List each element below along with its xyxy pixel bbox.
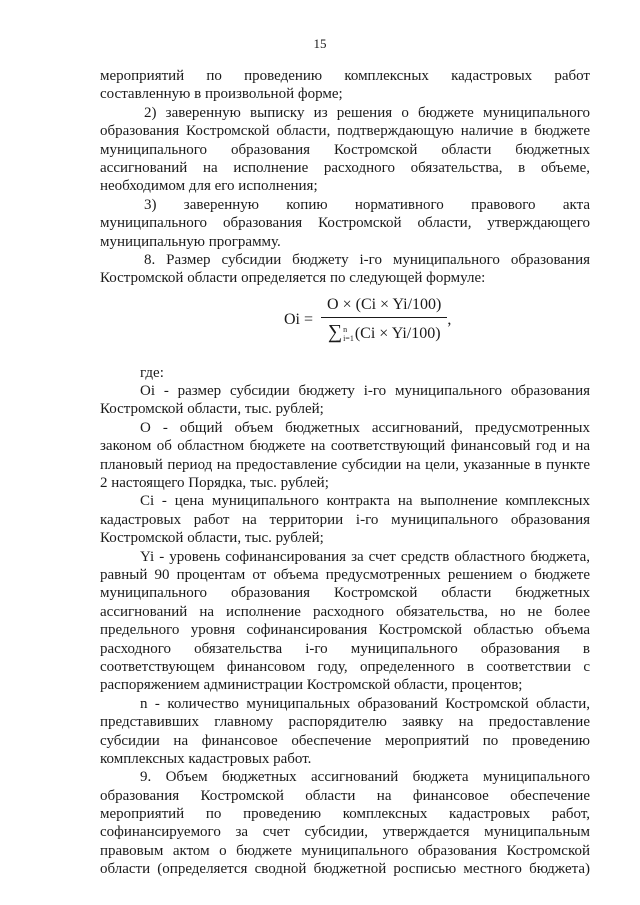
text-line: где:: [140, 364, 164, 381]
sum-limits: [343, 325, 354, 343]
text-line: образования Костромской области, подтверждающую наличие в бюджете: [100, 123, 590, 140]
text-line: Костромской области определяется по следующей формуле:: [100, 270, 486, 287]
document-body: [100, 67, 590, 879]
formula-lhs: Oi =: [284, 310, 314, 328]
formula-denominator: [322, 318, 447, 344]
text-line: предельного уровня софинансирования Костромской областью объема: [100, 622, 590, 639]
text-line: представивших главному распорядителю заявку на предоставление: [100, 714, 590, 731]
text-line: муниципальную программу.: [100, 233, 281, 250]
text-line: муниципального образования Костромской области бюджетных: [100, 141, 590, 158]
text-line: необходимом для его исполнения;: [100, 178, 318, 195]
text-line: Ci - цена муниципального контракта на выполнение комплексных: [140, 493, 590, 510]
text-line: субсидии на финансовое обеспечение мероприятий по проведению: [100, 732, 590, 749]
text-line: составленную в произвольной форме;: [100, 86, 343, 103]
text-line: муниципального образования Костромской области бюджетных: [100, 585, 590, 602]
text-line: 2 настоящего Порядка, тыс. рублей;: [100, 475, 329, 492]
page-number: 15: [313, 36, 327, 51]
formula-numerator: O × (Ci × Yi/100): [321, 296, 447, 318]
text-line: равный 90 процентам от объема предусмотренных решением о бюджете: [100, 566, 590, 583]
formula: [100, 296, 590, 360]
text-line: Костромской области, тыс. рублей;: [100, 401, 324, 418]
text-line: законом об областном бюджете на соответствующий финансовый год и на: [100, 438, 590, 455]
text-line: 2) заверенную выписку из решения о бюджете муниципального: [144, 104, 590, 121]
text-line: мероприятий по проведению комплексных кадастровых работ,: [100, 806, 590, 823]
subsidy-formula: [284, 296, 451, 344]
sum-lower-limit: i=1: [343, 334, 354, 344]
paragraphs-after-formula: [100, 364, 590, 879]
text-line: n - количество муниципальных образований Костромской области,: [140, 695, 590, 712]
text-line: расходного обязательства i-го муниципального образования в: [100, 640, 590, 657]
text-line: 8. Размер субсидии бюджету i-го муниципального образования: [144, 251, 590, 268]
paragraphs-before-formula: [100, 67, 590, 288]
text-line: Oi - размер субсидии бюджету i-го муниципального образования: [140, 383, 590, 400]
text-line: области (определяется сводной бюджетной росписью местного бюджета): [100, 861, 590, 878]
text-line: соответствующем финансовом году, определенного в соответствии с: [100, 658, 590, 675]
text-line: муниципального образования Костромской области, утверждающего: [100, 215, 590, 232]
text-line: правовым актом о бюджете муниципального образования Костромской: [100, 842, 590, 859]
text-line: образования Костромской области на финансовое обеспечение: [100, 787, 590, 804]
text-line: Костромской области, тыс. рублей;: [100, 530, 324, 547]
text-line: кадастровых работ на территории i-го муниципального образования: [100, 511, 590, 528]
text-line: Yi - уровень софинансирования за счет средств областного бюджета,: [140, 548, 590, 565]
sum-symbol: ∑: [327, 320, 343, 343]
text-line: софинансируемого за счет субсидии, утверждается муниципальным: [100, 824, 590, 841]
formula-denominator-body: (Ci × Yi/100): [354, 324, 441, 342]
text-line: распоряжением администрации Костромской области, процентов;: [100, 677, 523, 694]
text-line: плановый период на предоставление субсидии на цели, указанные в пункте: [100, 456, 590, 473]
formula-fraction: [321, 296, 447, 344]
text-line: ассигнований на исполнение расходного обязательства, но не более: [100, 603, 590, 620]
text-line: ассигнований на исполнение расходного обязательства, в объеме,: [100, 159, 590, 176]
text-line: комплексных кадастровых работ.: [100, 750, 312, 767]
text-line: O - общий объем бюджетных ассигнований, предусмотренных: [140, 419, 590, 436]
text-line: 9. Объем бюджетных ассигнований бюджета муниципального: [140, 769, 590, 786]
formula-trailing-comma: ,: [447, 310, 452, 328]
text-line: мероприятий по проведению комплексных кадастровых работ: [100, 68, 590, 84]
text-line: 3) заверенную копию нормативного правового акта: [144, 196, 590, 213]
sum-upper-limit: n: [343, 325, 348, 335]
